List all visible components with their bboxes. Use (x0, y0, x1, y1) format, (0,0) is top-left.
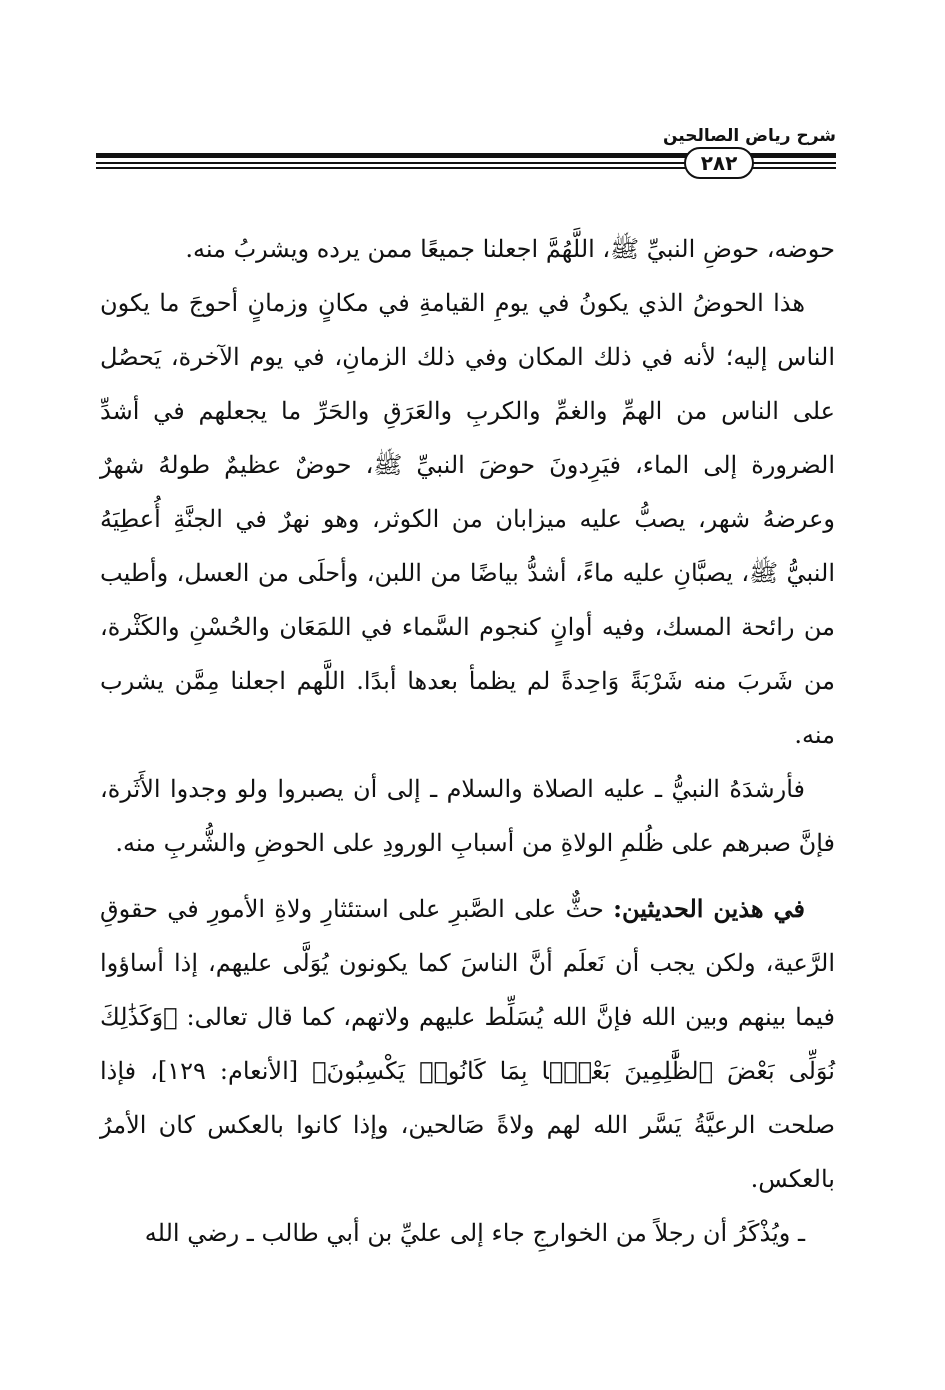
running-title: شرح رياض الصالحين (662, 126, 836, 146)
paragraph-5: ـ ويُذْكَرُ أن رجلاً من الخوارجِ جاء إلى عليِّ بن أبي طالب ـ رضي الله (144, 1219, 805, 1247)
paragraph-3: فأرشدَهُ النبيُّ ـ عليه الصلاة والسلام ـ إلى أن يصبروا ولو وجدوا الأَثَرة، فإنَّ صبرهم على ظُلمِ الولاةِ من أسبابِ الورودِ على الحوضِ والشُّربِ منه. (100, 775, 835, 857)
paragraph-1: حوضه، حوضِ النبيِّ ﷺ، اللَّهُمَّ اجعلنا جميعًا ممن يرده ويشربُ منه. (185, 235, 835, 263)
page-body (100, 222, 835, 1260)
paragraph-4 (100, 882, 835, 1206)
paragraph-4-text: حثٌّ على الصَّبرِ على استئثارِ ولاةِ الأمورِ في حقوقِ الرَّعية، ولكن يجب أن نَعلَم أنَّ الناسَ كما يكونون يُوَلَّى عليهم، إذا أساؤوا فيما بينهم وبين الله فإنَّ الله يُسَلِّط عليهم ولاتهم، كما قال تعالى: ﴿وَكَذَٰلِكَ نُوَلِّى بَعْضَ ٱلظَّٰلِمِينَ بَعْضًۢا بِمَا كَانُوا۟ يَكْسِبُونَ﴾ [الأنعام: ١٢٩]، فإذا صلحت الرعيَّةُ يَسَّر الله لهم ولاةً صَالحين، وإذا كانوا بالعكس كان الأمرُ بالعكس. (100, 895, 835, 1193)
paragraph-4-lead: في هذين الحديثين: (613, 894, 805, 923)
page-number: ٢٨٢ (684, 147, 754, 179)
page-header (96, 120, 836, 190)
paragraph-2: هذا الحوضُ الذي يكونُ في يومِ القيامةِ في مكانٍ وزمانٍ أحوجَ ما يكون الناس إليه؛ لأنه في ذلك المكان وفي ذلك الزمانِ، في يوم الآخرة، يَحصُل على الناس من الهمِّ والغمِّ والكربِ والعَرَقِ والحَرِّ ما يجعلهم في أشدِّ الضرورة إلى الماء، فيَرِدونَ حوضَ النبيِّ ﷺ، حوضٌ عظيمٌ طولهُ شهرٌ وعرضهُ شهر، يصبُّ عليه ميزابان من الكوثر، وهو نهرٌ في الجنَّةِ أُعطِيَهُ النبيُّ ﷺ، يصبَّانِ عليه ماءً، أشدُّ بياضًا من اللبن، وأحلَى من العسل، وأطيب من رائحة المسك، وفيه أوانٍ كنجوم السَّماء في اللمَعَان والحُسْنِ والكَثْرة، من شَربَ منه شَرْبَةً وَاحِدةً لم يظمأ بعدها أبدًا. اللَّهم اجعلنا مِمَّن يشرب منه. (100, 289, 835, 749)
